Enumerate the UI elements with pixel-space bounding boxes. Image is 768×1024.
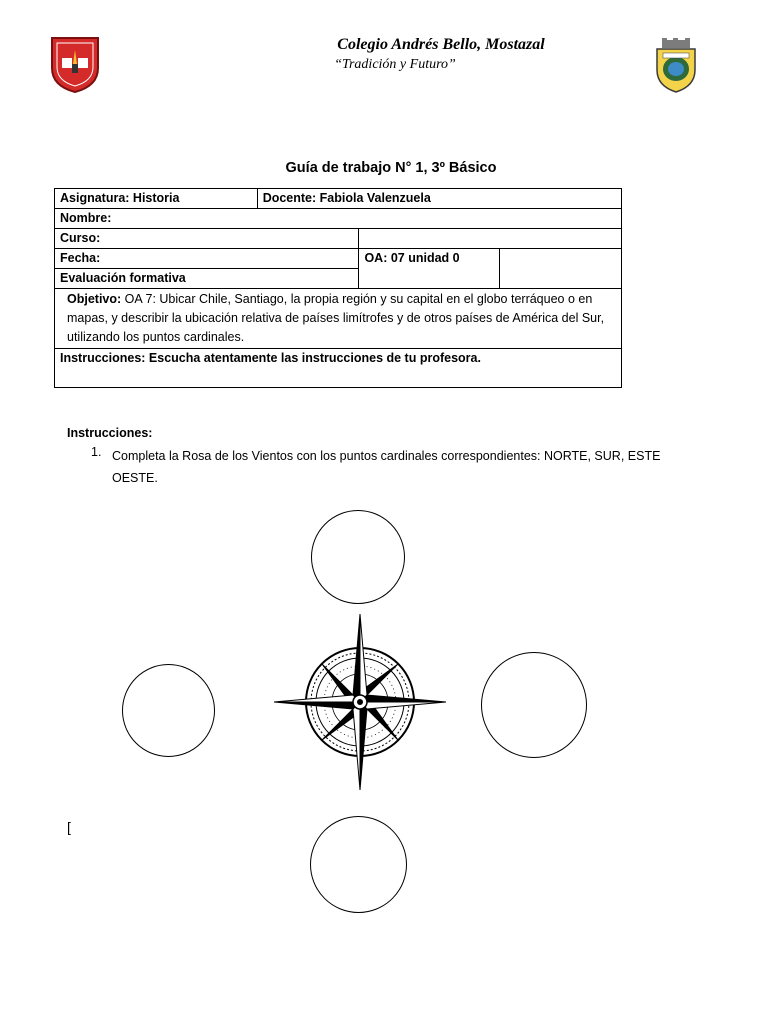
instruction-item-number: 1. (91, 445, 102, 459)
stray-bracket-mark: [ (67, 819, 71, 835)
objective-text: OA 7: Ubicar Chile, Santiago, la propia región y su capital en el globo terráqueo o en mapas, y describir la ubicación relativa de países limítrofes y de otros países de América del Sur, utilizando los puntos cardinales. (67, 292, 605, 344)
course-extra-cell (359, 229, 622, 249)
evaluation-type-cell: Evaluación formativa (55, 269, 359, 289)
school-name: Colegio Andrés Bello, Mostazal (337, 36, 545, 53)
name-field[interactable]: Nombre: (55, 209, 622, 229)
objective-label: Objetivo: (67, 292, 122, 306)
worksheet-info-table (54, 188, 622, 388)
teacher-cell: Docente: Fabiola Valenzuela (257, 189, 621, 209)
compass-rose-icon (272, 612, 448, 792)
date-field[interactable]: Fecha: (55, 249, 359, 269)
instruction-item-text: Completa la Rosa de los Vientos con los puntos cardinales correspondientes: NORTE, SUR, ESTE OESTE. (112, 449, 661, 485)
grade-box[interactable] (500, 249, 622, 289)
subject-cell: Asignatura: Historia (55, 189, 258, 209)
school-motto: “Tradición y Futuro” (334, 57, 456, 72)
document-title: Guía de trabajo N° 1, 3º Básico (285, 160, 497, 176)
west-answer-circle[interactable] (122, 664, 215, 757)
south-answer-circle[interactable] (310, 816, 407, 913)
instructions-heading: Instrucciones: (67, 426, 153, 440)
course-field[interactable]: Curso: (55, 229, 359, 249)
oa-cell: OA: 07 unidad 0 (359, 249, 500, 289)
general-instructions-cell: Instrucciones: Escucha atentamente las instrucciones de tu profesora. (55, 349, 622, 388)
east-answer-circle[interactable] (481, 652, 587, 758)
north-answer-circle[interactable] (311, 510, 405, 604)
objective-cell (55, 289, 622, 349)
